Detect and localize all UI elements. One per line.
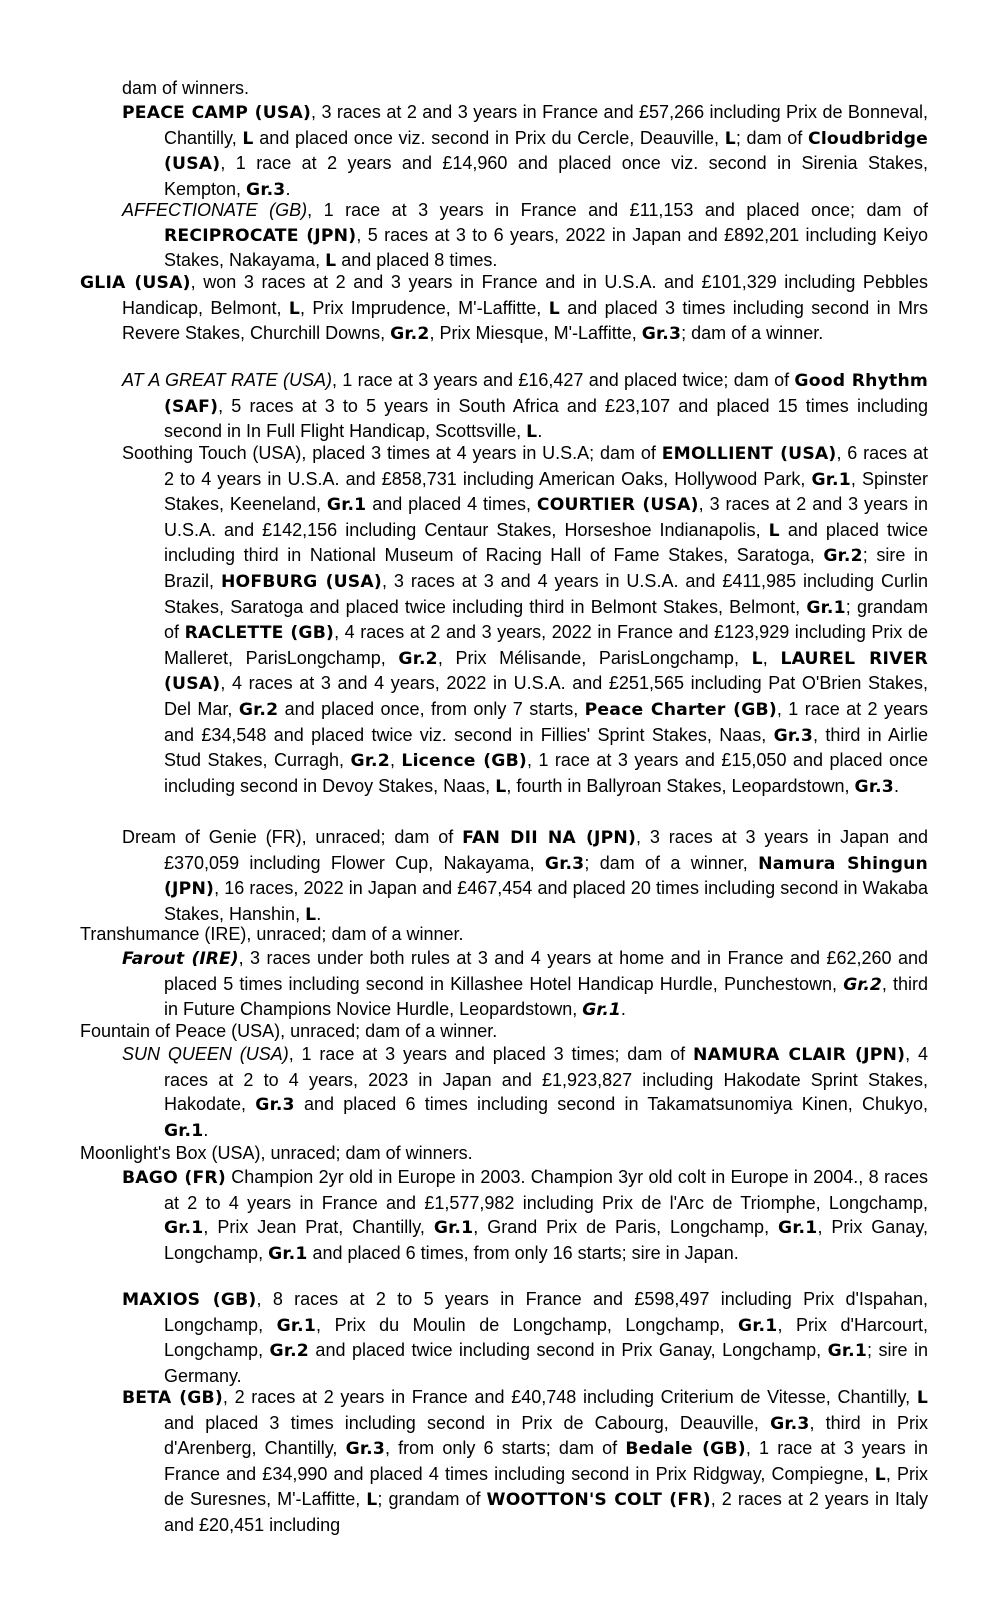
entry-text: BAGO (FR) Champion 2yr old in Europe in 2003. Champion 3yr old colt in Europe in 2004., 8 races at 2 to 4 years in France and £1,577,982 including Prix de l'Arc de Triomphe, Longchamp, Gr.1, Prix Jean Prat, Chantilly, Gr.1, Grand Prix de Paris, Longchamp, Gr.1, Prix Ganay, Longchamp, Gr.1 and placed 6 times, from only 16 starts; sire in Japan.: [122, 1167, 929, 1264]
entry-at-a-great-rate: [0, 368, 928, 445]
entry-text: Dream of Genie (FR), unraced; dam of FAN DII NA (JPN), 3 races at 3 years in Japan and £370,059 including Flower Cup, Nakayama, Gr.3; dam of a winner, Namura Shingun (JPN), 16 races, 2022 in Japan and £467,454 and placed 20 times including second in Wakaba Stakes, Hanshin, L.: [122, 827, 928, 925]
entry-fountain-of-peace: [0, 1019, 928, 1044]
entry-sun-queen: [0, 1042, 928, 1143]
entry-soothing-touch: [0, 441, 928, 799]
entry-text: PEACE CAMP (USA), 3 races at 2 and 3 years in France and £57,266 including Prix de Bonneval, Chantilly, L and placed once viz. second in Prix du Cercle, Deauville, L; dam of Cloudbridge (USA), 1 race at 2 years and £14,960 and placed once viz. second in Sirenia Stakes, Kempton, Gr.3.: [122, 102, 929, 200]
entry-glia: [0, 270, 928, 347]
entry-dream-of-genie: [0, 825, 928, 927]
entry-bago: [0, 1165, 928, 1266]
entry-transhumance: [0, 922, 928, 947]
entry-text: MAXIOS (GB), 8 races at 2 to 5 years in France and £598,497 including Prix d'Ispahan, Longchamp, Gr.1, Prix du Moulin de Longchamp, Longchamp, Gr.1, Prix d'Harcourt, Longchamp, Gr.2 and placed twice including second in Prix Ganay, Longchamp, Gr.1; sire in Germany.: [122, 1289, 928, 1386]
entry-text: AT A GREAT RATE (USA), 1 race at 3 years and £16,427 and placed twice; dam of Good Rhythm (SAF), 5 races at 3 to 5 years in South Africa and £23,107 and placed 15 times including second in In Full Flight Handicap, Scottsville, L.: [122, 370, 928, 443]
entry-text: AFFECTIONATE (GB), 1 race at 3 years in France and £11,153 and placed once; dam of RECIPROCATE (JPN), 5 races at 3 to 6 years, 2022 in Japan and £892,201 including Keiyo Stakes, Nakayama, L and placed 8 times.: [122, 200, 928, 272]
entry-beta: [0, 1385, 928, 1538]
entry-text: BETA (GB), 2 races at 2 years in France and £40,748 including Criterium de Vitesse, Chantilly, L and placed 3 times including second in Prix de Cabourg, Deauville, Gr.3, third in Prix d'Arenberg, Chantilly, Gr.3, from only 6 starts; dam of Bedale (GB), 1 race at 3 years in France and £34,990 and placed 4 times including second in Prix Ridgway, Compiegne, L, Prix de Suresnes, M'-Laffitte, L; grandam of WOOTTON'S COLT (FR), 2 races at 2 years in Italy and £20,451 including: [122, 1387, 929, 1535]
entry-text: Moonlight's Box (USA), unraced; dam of winners.: [80, 1143, 473, 1163]
entry-text: dam of winners.: [122, 78, 250, 98]
entry-affectionate: [0, 198, 928, 274]
entry-text: SUN QUEEN (USA), 1 race at 3 years and placed 3 times; dam of NAMURA CLAIR (JPN), 4 races at 2 to 4 years, 2023 in Japan and £1,923,827 including Hakodate Sprint Stakes, Hakodate, Gr.3 and placed 6 times including second in Takamatsunomiya Kinen, Chukyo, Gr.1.: [122, 1044, 929, 1141]
entry-maxios: [0, 1287, 928, 1388]
entry-text: Transhumance (IRE), unraced; dam of a winner.: [80, 924, 464, 944]
entry-text: Farout (IRE), 3 races under both rules at 3 and 4 years at home and in France and £62,260 and placed 5 times including second in Killashee Hotel Handicap Hurdle, Punchestown, Gr.2, third in Future Champions Novice Hurdle, Leopardstown, Gr.1.: [122, 948, 928, 1021]
entry-farout: [0, 946, 928, 1023]
entry-text: Fountain of Peace (USA), unraced; dam of a winner.: [80, 1021, 498, 1041]
entry-moonlights-box: [0, 1141, 928, 1166]
entry-peace-camp: [0, 100, 928, 202]
entry-text: GLIA (USA), won 3 races at 2 and 3 years in France and in U.S.A. and £101,329 including Pebbles Handicap, Belmont, L, Prix Imprudence, M'-Laffitte, L and placed 3 times including second in Mrs Revere Stakes, Churchill Downs, Gr.2, Prix Miesque, M'-Laffitte, Gr.3; dam of a winner.: [80, 272, 928, 345]
entry-text: Soothing Touch (USA), placed 3 times at 4 years in U.S.A; dam of EMOLLIENT (USA), 6 races at 2 to 4 years in U.S.A. and £858,731 including American Oaks, Hollywood Park, Gr.1, Spinster Stakes, Keeneland, Gr.1 and placed 4 times, COURTIER (USA), 3 races at 2 and 3 years in U.S.A. and £142,156 including Centaur Stakes, Horseshoe Indianapolis, L and placed twice including third in National Museum of Racing Hall of Fame Stakes, Saratoga, Gr.2; sire in Brazil, HOFBURG (USA), 3 races at 3 and 4 years in U.S.A. and £411,985 including Curlin Stakes, Saratoga and placed twice including third in Belmont Stakes, Belmont, Gr.1; grandam of RACLETTE (GB), 4 races at 2 and 3 years, 2022 in France and £123,929 including Prix de Malleret, ParisLongchamp, Gr.2, Prix Mélisande, ParisLongchamp, L, LAUREL RIVER (USA), 4 races at 3 and 4 years, 2022 in U.S.A. and £251,565 including Pat O'Brien Stakes, Del Mar, Gr.2 and placed once, from only 7 starts, Peace Charter (GB), 1 race at 2 years and £34,548 and placed twice viz. second in Fillies' Sprint Stakes, Naas, Gr.3, third in Airlie Stud Stakes, Curragh, Gr.2, Licence (GB), 1 race at 3 years and £15,050 and placed once including second in Devoy Stakes, Naas, L, fourth in Ballyroan Stakes, Leopardstown, Gr.3.: [122, 443, 929, 797]
entry-continuation: [0, 76, 928, 101]
